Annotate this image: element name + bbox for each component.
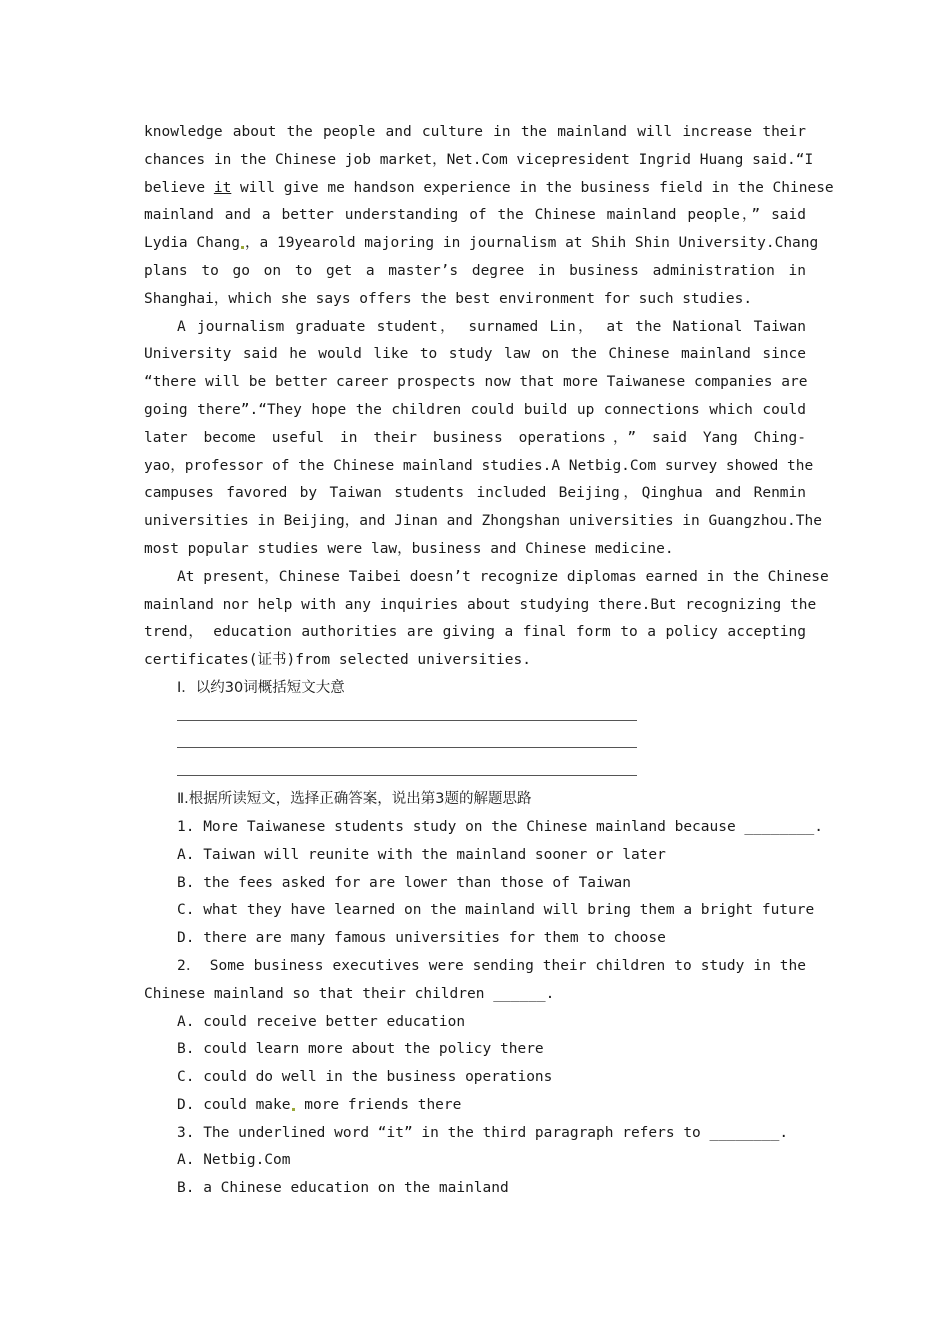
text-fragment: D. could make	[177, 1096, 291, 1113]
paragraph-1	[144, 119, 834, 314]
paragraph-2	[144, 314, 822, 564]
answer-line[interactable]	[144, 703, 806, 731]
question-stem: 2． Some business executives were sending their children to study in the	[177, 957, 806, 974]
text-line: chances in the Chinese job market，Net.Com vicepresident Ingrid Huang said.“I	[144, 151, 814, 168]
option-a[interactable]: A. could receive better education	[177, 1013, 466, 1030]
text-fragment: ，a 19yearold majoring in journalism at Shih Shin University.Chang	[245, 235, 819, 252]
text-line: Shanghai，which she says offers the best environment for such studies.	[144, 290, 753, 307]
option-a[interactable]: A. Taiwan will reunite with the mainland sooner or later	[177, 846, 666, 863]
option-b[interactable]: B. the fees asked for are lower than those of Taiwan	[177, 874, 631, 891]
text-line	[144, 175, 834, 203]
document-page	[144, 119, 834, 1203]
question-stem: Chinese mainland so that their children ______.	[144, 985, 555, 1002]
underlined-word-it: it	[213, 179, 232, 196]
text-fragment: believe	[144, 179, 214, 196]
dot-mark	[292, 1108, 295, 1111]
text-line	[144, 230, 819, 258]
option-b[interactable]: B. could learn more about the policy there	[177, 1041, 544, 1058]
option-b[interactable]: B. a Chinese education on the mainland	[177, 1180, 509, 1197]
section-title: Ⅱ.根据所读短文，选择正确答案，说出第3题的解题思路	[177, 791, 532, 808]
text-fragment: will give me handson experience in the business field in the Chinese	[231, 179, 834, 196]
option-d[interactable]: D. there are many famous universities for them to choose	[177, 930, 666, 947]
section-title: Ⅰ．以约30词概括短文大意	[177, 679, 345, 696]
text-line: plans to go on to get a master’s degree in business administration in	[144, 262, 806, 279]
text-line: mainland and a better understanding of the Chinese mainland people，” said	[144, 207, 806, 224]
text-fragment: Lydia Chang	[144, 235, 241, 252]
text-line: going there”.“They hope the children could build up connections which could	[144, 401, 806, 418]
paragraph-3	[144, 564, 829, 675]
text-line: certificates(证书)from selected universities.	[144, 652, 531, 669]
text-line: mainland nor help with any inquiries about studying there.But recognizing the	[144, 596, 817, 613]
text-line: University said he would like to study law on the Chinese mainland since	[144, 346, 806, 363]
text-line: most popular studies were law，business and Chinese medicine.	[144, 540, 674, 557]
section-questions	[144, 786, 824, 1203]
dot-mark	[241, 246, 244, 249]
answer-line[interactable]	[144, 758, 806, 786]
text-line: At present，Chinese Taibei doesn’t recognize diplomas earned in the Chinese	[177, 568, 829, 585]
text-line: “there will be better career prospects now that more Taiwanese companies are	[144, 374, 808, 391]
text-line: trend， education authorities are giving a final form to a policy accepting	[144, 624, 806, 641]
text-line: campuses favored by Taiwan students included Beijing，Qinghua and Renmin	[144, 485, 806, 502]
text-line: yao，professor of the Chinese mainland studies.A Netbig.Com survey showed the	[144, 457, 814, 474]
text-line: A journalism graduate student， surnamed Lin， at the National Taiwan	[177, 318, 806, 335]
section-summary	[144, 675, 806, 786]
text-line: later become useful in their business operations，” said Yang Ching-	[144, 429, 806, 446]
option-c[interactable]: C. could do well in the business operations	[177, 1069, 553, 1086]
text-line: knowledge about the people and culture in the mainland will increase their	[144, 124, 806, 140]
option-a[interactable]: A. Netbig.Com	[177, 1152, 291, 1169]
question-stem: 1. More Taiwanese students study on the Chinese mainland because ________.	[177, 818, 824, 835]
option-d[interactable]	[144, 1092, 806, 1120]
text-fragment: more friends there	[295, 1096, 462, 1113]
text-line: universities in Beijing，and Jinan and Zhongshan universities in Guangzhou.The	[144, 513, 822, 530]
answer-line[interactable]	[144, 731, 806, 759]
question-stem: 3. The underlined word “it” in the third paragraph refers to ________.	[177, 1124, 789, 1141]
option-c[interactable]: C. what they have learned on the mainland will bring them a bright future	[177, 902, 815, 919]
